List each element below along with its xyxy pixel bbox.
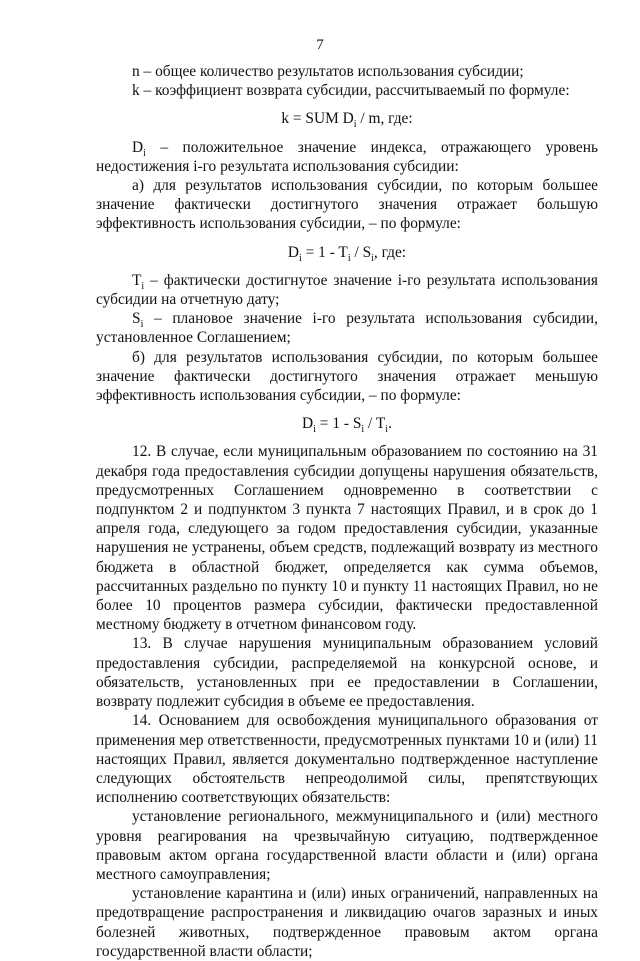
case-a: а) для результатов использования субсидии, по которым большее значение фактически достигнутого значения отражает большую эффективность использования субсидии, – по формуле: — [96, 177, 598, 233]
t-definition-text: – фактически достигнутое значение i-го результата использования субсидии на отчетную дату; — [96, 271, 598, 309]
t-definition-symbol: T — [132, 271, 142, 289]
d-definition-text: – положительное значение индекса, отражающего уровень недостижения i-го результата использования субсидии: — [96, 138, 598, 175]
formula2-s3: i — [371, 252, 374, 264]
formula2-p3: / S — [350, 243, 372, 261]
paragraph-12: 12. В случае, если муниципальным образованием по состоянию на 31 декабря года предоставления субсидии допущены нарушения обязательств, предусмотренных Соглашением одновременно в соответствии с подпунктом 2 и подпунктом 3 пункта 7 настоящих Правил, и в срок до 1 апреля года, следующего за годом предоставления субсидии, указанные нарушения не устранены, объем средств, подлежащий возврату из местного бюджета в областной бюджет, определяется как сумма объемов, рассчитанных раздельно по пункту 10 и пункту 11 настоящих Правил, но не более 10 процентов размера субсидии, фактически предоставленной местному бюджету в отчетном финансовом году. — [96, 443, 598, 634]
formula3-s3: i — [385, 424, 389, 436]
formula-k-part2: / m, где: — [356, 110, 413, 128]
formula3-p1: D — [302, 415, 314, 433]
formula2-p4: , где: — [373, 243, 407, 261]
formula-k — [96, 109, 598, 131]
formula2-s2: i — [347, 252, 351, 264]
formula3-s1: i — [313, 424, 316, 436]
d-definition-sub: i — [143, 147, 146, 159]
k-definition: k – коэффициент возврата субсидии, рассчитываемый по формуле: — [132, 82, 570, 100]
t-definition-sub: i — [141, 280, 145, 292]
formula2-p1: D — [287, 243, 300, 261]
n-definition: n – общее количество результатов использования субсидии; — [132, 63, 524, 80]
s-definition-symbol: S — [132, 310, 141, 328]
s-definition-text: – плановое значение i-го результата использования субсидии, установленное Соглашением; — [96, 310, 598, 347]
formula2-s1: i — [299, 252, 302, 264]
d-definition-symbol: D — [132, 138, 144, 156]
list-item-emergency: установление регионального, межмуниципального и (или) местного уровня реагирования на чрезвычайную ситуацию, подтвержденное правовым актом органа государственной власти области и (или) органа местного самоуправления; — [96, 808, 598, 883]
formula-k-sub: i — [353, 119, 357, 131]
case-b: б) для результатов использования субсидии, по которым большее значение фактически достигнутого значения отражает меньшую эффективность использования субсидии, – по формуле: — [96, 348, 598, 405]
t-definition — [96, 271, 598, 309]
formula3-s2: i — [361, 424, 365, 436]
s-definition-sub: i — [140, 319, 144, 331]
s-definition — [96, 309, 598, 347]
formula-d-case-b — [96, 414, 598, 436]
formula-d-case-a — [96, 243, 598, 262]
d-definition — [96, 138, 598, 176]
paragraph-13: 13. В случае нарушения муниципальным образованием условий предоставления субсидии, распределяемой на конкурсной основе, и обязательств, установленных при ее предоставлении в Соглашении, возврату подлежит субсидия в объеме ее предоставления. — [96, 635, 598, 711]
formula2-p2: = 1 - T — [301, 243, 348, 261]
formula3-p4: . — [388, 415, 392, 433]
formula3-p2: = 1 - S — [315, 415, 362, 433]
list-item-quarantine: установление карантина и (или) иных ограничений, направленных на предотвращение распространения и ликвидацию очагов заразных и иных болезней животных, подтвержденное правовым актом органа государственной власти области; — [96, 885, 598, 960]
formula3-p3: / T — [364, 415, 386, 433]
page-number: 7 — [316, 37, 324, 53]
document-body — [96, 62, 598, 961]
paragraph-14: 14. Основанием для освобождения муниципального образования от применения мер ответственности, предусмотренных пунктами 10 и (или) 11 настоящих Правил, является документально подтвержденное наступление следующих обстоятельств непреодолимой силы, препятствующих исполнению соответствующих обязательств: — [96, 712, 598, 807]
formula-k-part1: k = SUM D — [281, 110, 354, 128]
